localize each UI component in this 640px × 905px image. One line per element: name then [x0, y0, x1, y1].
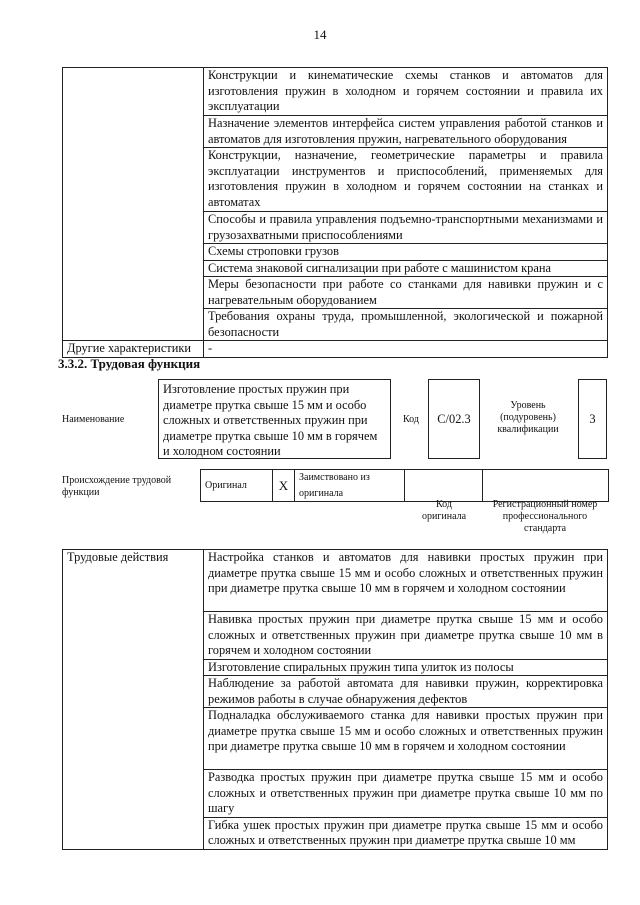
level-label: Уровень (подуровень) квалификации [497, 400, 559, 435]
knowledge-table [62, 67, 608, 358]
code-value: С/02.3 [437, 412, 471, 426]
name-box [158, 379, 391, 459]
level-box [578, 379, 607, 459]
code-original-cell [405, 470, 483, 502]
knowledge-row: Конструкции и кинематические схемы станков и автоматов для изготовления пружин в холодном и горячем состоянии и правила их эксплуатации [204, 68, 608, 116]
knowledge-row: Система знаковой сигнализации при работе с машинистом крана [204, 260, 608, 277]
reg-number-cell [483, 470, 609, 502]
code-original-label: Код оригинала [421, 499, 467, 522]
code-label: Код [403, 414, 419, 425]
section-title: 3.3.2. Трудовая функция [58, 356, 201, 371]
action-row: Наблюдение за работой автомата для навивки пружин, корректировка режимов работы в случае обнаружения дефектов [204, 676, 608, 708]
level-value: 3 [589, 412, 596, 426]
action-row: Подналадка обслуживаемого станка для навивки простых пружин при диаметре прутка свыше 15 мм и особо сложных и ответственных пружин при диаметре прутка свыше 10 мм в горячем и холодном состоянии [204, 708, 608, 770]
borrowed-label: Заимствовано из оригинала [295, 470, 405, 502]
name-value: Изготовление простых пружин при диаметре прутка свыше 15 мм и особо сложных и ответственных пружин при диаметре прутка свыше 10 мм в горячем и холодном состоянии [163, 382, 378, 458]
knowledge-left-cell [63, 68, 204, 341]
action-row: Изготовление спиральных пружин типа улиток из полосы [204, 659, 608, 676]
original-mark: X [273, 470, 295, 502]
knowledge-row: Меры безопасности при работе со станками для навивки пружин и с нагревательным оборудованием [204, 277, 608, 309]
origin-label: Происхождение трудовой функции [62, 475, 172, 498]
code-box [428, 379, 480, 459]
original-label: Оригинал [201, 470, 273, 502]
reg-number-label: Регистрационный номер профессионального стандарта [492, 499, 598, 534]
knowledge-row: Способы и правила управления подъемно-транспортными механизмами и грузозахватными приспособлениями [204, 212, 608, 244]
origin-table [200, 469, 609, 502]
other-characteristics-label: Другие характеристики [63, 341, 204, 358]
other-characteristics-value: - [204, 341, 608, 358]
name-label: Наименование [62, 414, 125, 425]
action-row: Разводка простых пружин при диаметре прутка свыше 15 мм и особо сложных и ответственных пружин при диаметре прутка свыше 10 мм по шагу [204, 770, 608, 818]
action-row: Настройка станков и автоматов для навивки простых пружин при диаметре прутка свыше 15 мм и особо сложных и ответственных пружин при диаметре прутка свыше 10 мм в горячем и холодном состоянии [204, 550, 608, 612]
page-number: 14 [313, 27, 327, 42]
action-row: Гибка ушек простых пружин при диаметре прутка свыше 15 мм и особо сложных и ответственных пружин при диаметре прутка свыше 10 мм [204, 817, 608, 849]
knowledge-row: Схемы строповки грузов [204, 244, 608, 261]
labor-actions-table [62, 549, 608, 850]
knowledge-row: Требования охраны труда, промышленной, экологической и пожарной безопасности [204, 309, 608, 341]
knowledge-row: Назначение элементов интерфейса систем управления работой станков и автоматов для изготовления пружин, нагревательного оборудования [204, 116, 608, 148]
action-row: Навивка простых пружин при диаметре прутка свыше 15 мм и особо сложных и ответственных пружин при диаметре прутка свыше 10 мм в горячем и холодном состоянии [204, 612, 608, 660]
knowledge-row: Конструкции, назначение, геометрические параметры и правила эксплуатации инструментов и приспособлений, применяемых для изготовления пружин в холодном и горячем состоянии на станках и автоматах [204, 148, 608, 212]
labor-actions-label: Трудовые действия [63, 550, 204, 850]
